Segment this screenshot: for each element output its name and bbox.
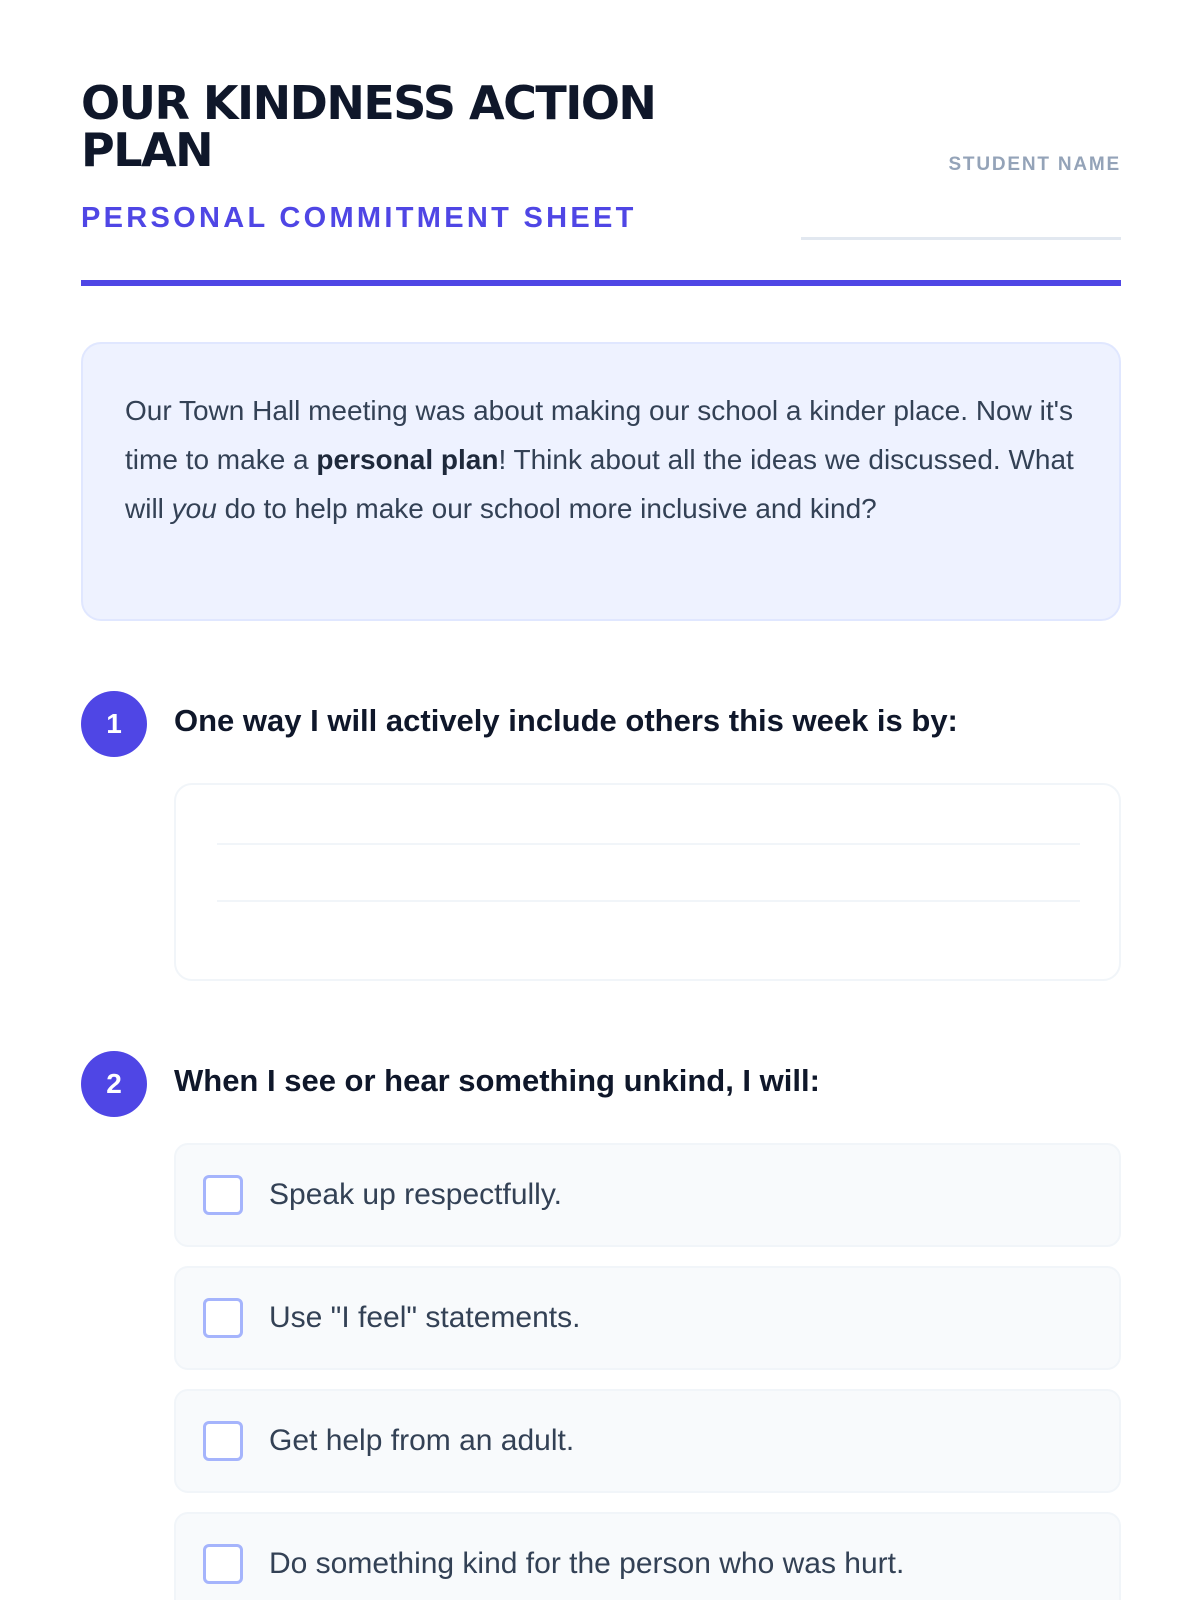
intro-text-1: Our Town Hall meeting was about making our school a kinder place. Now it's time to make a <box>125 395 1073 475</box>
option-label: Do something kind for the person who was hurt. <box>269 1547 905 1580</box>
answer-line <box>217 900 1080 902</box>
worksheet-page <box>81 0 1121 1600</box>
checkbox[interactable] <box>203 1298 243 1338</box>
question-2-text: When I see or hear something unkind, I will: <box>174 1063 820 1098</box>
question-1-answer-box[interactable] <box>174 783 1121 981</box>
option-i-feel-statements[interactable] <box>174 1266 1121 1370</box>
intro-box <box>81 342 1121 621</box>
question-1-number-badge: 1 <box>81 691 147 757</box>
option-do-something-kind[interactable] <box>174 1512 1121 1600</box>
option-label: Speak up respectfully. <box>269 1178 562 1211</box>
intro-text-2: ! Think about all the ideas we discussed. What will <box>125 444 1074 524</box>
page-subtitle: PERSONAL COMMITMENT SHEET <box>81 202 637 234</box>
option-label: Use "I feel" statements. <box>269 1301 581 1334</box>
question-2-number-badge: 2 <box>81 1051 147 1117</box>
student-name-field[interactable] <box>801 237 1121 240</box>
intro-text-3: do to help make our school more inclusive and kind? <box>216 493 877 524</box>
option-label: Get help from an adult. <box>269 1424 575 1457</box>
answer-line <box>217 843 1080 845</box>
header <box>81 76 1121 290</box>
question-1-text: One way I will actively include others this week is by: <box>174 703 958 738</box>
option-get-help-adult[interactable] <box>174 1389 1121 1493</box>
intro-italic-text: you <box>171 493 217 524</box>
student-name-label: STUDENT NAME <box>948 154 1121 175</box>
page-title: OUR KINDNESS ACTION PLAN <box>81 76 656 177</box>
intro-bold-text: personal plan <box>316 444 499 475</box>
header-divider <box>81 280 1121 286</box>
checkbox[interactable] <box>203 1544 243 1584</box>
checkbox[interactable] <box>203 1175 243 1215</box>
option-speak-up[interactable] <box>174 1143 1121 1247</box>
checkbox[interactable] <box>203 1421 243 1461</box>
